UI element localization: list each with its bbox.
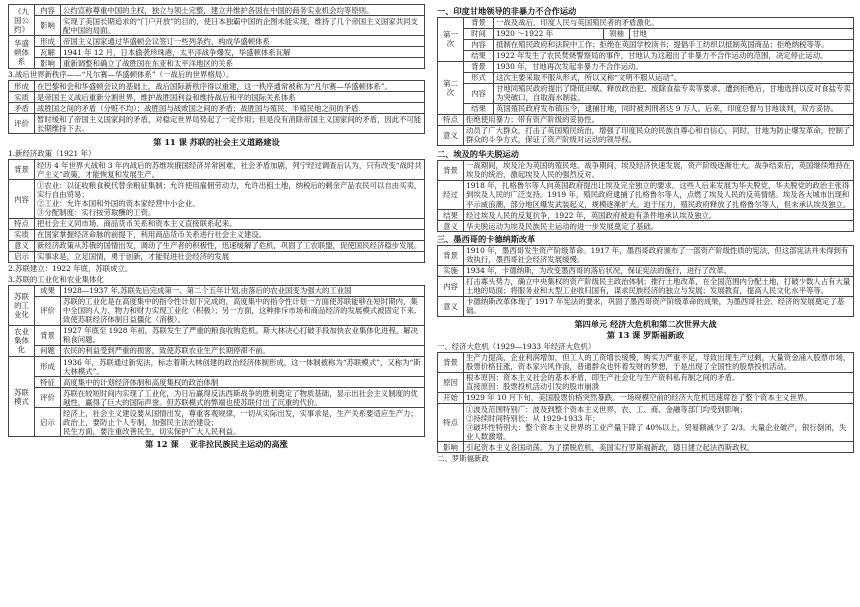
table-row [438, 210, 854, 221]
lesson-11-title: 第 11 课 苏联的社会主义道路建设 [153, 137, 280, 148]
row-text: 1930 年，甘地再次发起非暴力不合作运动。 [494, 61, 854, 72]
unit-4-title: 第四单元 经济大危机和第二次世界大战 [574, 318, 717, 329]
ussr-founding-line: 2.苏联建立：1922 年底，苏联成立。 [8, 263, 133, 273]
table-row [438, 61, 854, 72]
table-row [438, 265, 854, 276]
table-row [9, 47, 425, 58]
table-row [9, 180, 425, 218]
table-row [9, 240, 425, 251]
crisis-heading: 一、经济大危机（1929—1933 年经济大危机） [437, 341, 596, 351]
row-label: 问题 [35, 345, 61, 356]
table-row [438, 160, 854, 180]
row-text: 在巴黎和会和华盛顿会议的基础上，战后国际新秩序得以重建，这一秩序通常被称为“凡尔赛—华盛顿体系”。 [35, 81, 425, 92]
row-text: 经过埃及人民的反复抗争，1922 年，英国政府被迫有条件地承认埃及独立。 [464, 210, 854, 221]
crisis-table [437, 352, 854, 453]
row-text: 1929 年 10 月下旬，美国股票价格突然暴跌。一场规模空前的经济大危机迅速席卷了整个资本主义世界。 [464, 392, 854, 403]
row-text: 新经济政策从苏俄的国情出发，调动了生产者的积极性，迅速缓解了危机，巩固了工农联盟，促使国民经济稳步发展。 [35, 240, 425, 251]
nep-heading: 1.新经济政策（1921 年） [8, 149, 96, 159]
row-label: 影响 [35, 16, 61, 36]
row-label: 评价 [35, 296, 61, 325]
row-text: 1922 年发生了农民焚烧警察局的事件，甘地认为这超出了非暴力不合作运动的范围，决定停止运动。 [494, 50, 854, 61]
table-row [9, 160, 425, 180]
table-row [9, 36, 425, 47]
row-group: 苏联模式 [9, 357, 35, 437]
industrialization-table [8, 285, 425, 437]
table-row [438, 221, 854, 232]
table-row [438, 72, 854, 83]
left-column [8, 4, 425, 607]
row-text: 一战期间，埃及沦为英国的殖民地。战争期间，埃及经济快速发展，资产阶级逐渐壮大。战争结束后，英国继续维持在埃及的统治，激起埃及人民的强烈反对。 [464, 160, 854, 180]
row-text: 高度集中的计划经济体制和高度集权的政治体制 [61, 377, 425, 388]
row-text: 1918 年，扎格鲁尔等人向英国政府提出让埃及完全独立的要求。这些人后来发展为华夫脱党，华夫脱党的政治主张得到埃及人民的广泛支持。1919 年，殖民政府逮捕了扎格鲁尔等人，点燃了埃及人民的反英情绪。埃及各大城市出现和平示威浪潮，部分地区爆发武装起义，规模逐渐扩大。迫于压力，殖民政府释放了扎格鲁尔等人，但未承认埃及独立。 [464, 180, 854, 209]
table-row [438, 404, 854, 442]
row-text: 帝国主义国家通过华盛顿会议签订一些列条约，构成华盛顿体系 [61, 36, 425, 47]
row-label: 实质 [9, 92, 35, 103]
table-row [438, 276, 854, 296]
row-group: 第二次 [438, 61, 464, 114]
right-column [437, 4, 854, 607]
table-row [438, 28, 854, 39]
table-row [9, 114, 425, 134]
row-label: 实施 [438, 265, 464, 276]
row-label: 特征 [35, 377, 61, 388]
row-text: 生产力提高，企业利润增加，但工人的工资增长缓慢，购买力严重不足，导致出现生产过剩，大量资金涌入股票市场，股票价格狂涨，资本家兴风作浪，普通群众也怀着发财的梦想，于是出现了全国性的股票投机活动。 [464, 352, 854, 372]
row-label: 成果 [35, 285, 61, 296]
row-text: 抵制在殖民政府和法院中工作；拒绝在英国学校读书；提倡手工纺织以抵制英国商品；拒绝纳税等等。 [494, 39, 854, 50]
table-row [438, 296, 854, 316]
row-text: 苏联在较短时间内实现了工业化，为日后赢得反法西斯战争的胜利奠定了物质基础，显示出社会主义制度的优越性，赢得了巨大的国际声誉。但苏联模式的弊端也使苏联付出了沉重的代价。 [61, 388, 425, 408]
row-text: 华夫脱运动为埃及民族民主运动的进一步发展奠定了基础。 [464, 221, 854, 232]
row-label: 内容 [35, 5, 61, 16]
row-label: 特点 [9, 218, 35, 229]
row-text: 是帝国主义战后重新分割世界，维护战胜国利益和维持战后和平的国际关系体系 [35, 92, 425, 103]
row-label: 实质 [9, 229, 35, 240]
lesson-13-title: 第 13 课 罗斯福新政 [606, 329, 685, 340]
row-text: 这次主要采取不服从形式，所以又称“文明不服从运动”。 [494, 72, 854, 83]
row-label: 时间 [464, 28, 494, 39]
row-label: 影响 [35, 58, 61, 69]
row-text: 在国家掌握经济命脉的前提下，利用商品货币关系进行社会主义建设。 [35, 229, 425, 240]
row-label: 启示 [35, 408, 61, 437]
row-label: 结果 [464, 50, 494, 61]
table-row [9, 251, 425, 262]
row-label: 瓦解 [35, 47, 61, 58]
row-text: 苏联的工业化是在高度集中的指令性计划下完成的，高度集中的指令性计划一方面使苏联能够在短时期内，集中全国的人力、物力和财力实现工业化（积极）；另一方面，这种排斥市场和商品经济的发展模式被固定下来,致使苏联经济体制日益僵化（消极）。 [61, 296, 425, 325]
table-row [438, 392, 854, 403]
row-label: 开始 [438, 392, 464, 403]
row-text: 英国殖民政府发布镇压令，逮捕甘地，同时被判刑者达 9 万人。后来，印度总督与甘地谈判，双方妥协。 [494, 103, 854, 114]
table-row [9, 345, 425, 356]
row-label: 形成 [9, 81, 35, 92]
mexico-heading: 三、墨西哥的卡德纳斯改革 [437, 233, 536, 244]
row-label: 背景 [438, 352, 464, 372]
new-deal-heading: 二、罗斯福新政 [437, 454, 489, 464]
row-text: 经济上，社会主义建设要从国情出发，尊重客观规律，一切从实际出发，实事求是，生产关系要适应生产力； 政治上，要防止个人专制，加强民主法治建设； 民生方面，要注重改善民生，切实保护广大人民利益。 [61, 408, 425, 437]
row-text: 卡德纳斯改革体现了 1917 年宪法的要求，巩固了墨西哥资产阶级革命的成果，为墨西哥社会、经济的发展奠定了基础。 [464, 296, 854, 316]
versailles-heading: 3.战后世界新秩序——“凡尔赛—华盛顿体系”（一战后的世界格局）。 [8, 70, 234, 80]
leader-value: 甘地 [630, 28, 854, 39]
table-row [9, 285, 425, 296]
row-text: 暂时缓和了帝国主义国家间的矛盾，对稳定世界局势起了一定作用；但是没有消除帝国主义国家间的矛盾，因此不可能长期维持下去。 [35, 114, 425, 134]
row-group: 《九国公约》 [9, 5, 35, 36]
row-label: 背景 [9, 160, 35, 180]
row-group: 意义 [438, 125, 464, 145]
row-text: 1920 ～1922 年 [494, 28, 604, 39]
row-text: 1910 年，墨西哥发生资产阶级革命。1917 年，墨西哥政府颁布了一部资产阶级性质的宪法，但这部宪法并未得到有效执行，墨西哥社会经济发展缓慢。 [464, 245, 854, 265]
table-row [438, 442, 854, 453]
table-row [9, 377, 425, 388]
row-text: 根本原因：资本主义社会的基本矛盾，即生产社会化与生产资料私有制之间的矛盾。 直接原因：股票投机活动引发的股市崩溃 [464, 372, 854, 392]
row-label: 形式 [464, 72, 494, 83]
table-row [438, 103, 854, 114]
row-text: 引起资本主义各国动荡。为了摆脱危机，美国实行罗斯福新政，德日建立起法西斯政权。 [464, 442, 854, 453]
row-text: 农民的利益受到严重的损害，致使苏联农业生产长期停滞不前。 [61, 345, 425, 356]
row-label: 影响 [438, 442, 464, 453]
row-group: 特点 [438, 114, 464, 125]
table-row [438, 50, 854, 61]
row-label: 背景 [464, 17, 494, 28]
row-label: 背景 [438, 245, 464, 265]
row-label: 结果 [464, 103, 494, 114]
row-label: 意义 [9, 240, 35, 251]
egypt-heading: 二、埃及的华夫脱运动 [437, 148, 519, 159]
row-text: 甘地同殖民政府提出了降低田赋、释放政治犯、废除食盐专卖等要求。遭到拒绝后，甘地选择以反对食盐专卖为突破口，自取海水制盐。 [494, 83, 854, 103]
row-text: 1941 年 12 月，日本偷袭珍珠港，太平洋战争爆发，华盛顿体系瓦解 [61, 47, 425, 58]
row-text: ①波及范围特别广：波及到整个资本主义世界，农、工、商、金融等部门均受到影响； ②持续时间特别长：从 1929-1933 年； ③破坏性特别大：整个资本主义世界的工业产量下降了 40%以上，贸易额减少了 2/3。大量企业破产，银行倒闭，失业人数激增。 [464, 404, 854, 442]
table-row [438, 125, 854, 145]
table-row [438, 372, 854, 392]
industrialization-heading: 3.苏联的工业化和农业集体化 [8, 274, 104, 284]
leader-label: 领袖 [604, 28, 630, 39]
lesson-12-title: 第 12 课 亚非拉民族民主运动的高涨 [145, 438, 288, 449]
row-label: 评价 [9, 114, 35, 134]
row-label: 形成 [35, 357, 61, 377]
row-text: 一战及战后，印度人民与英国殖民者的矛盾激化。 [494, 17, 854, 28]
row-text: 拒绝使用暴力；带有资产阶级的妥协性。 [464, 114, 854, 125]
row-label: 经过 [438, 180, 464, 209]
table-row [9, 92, 425, 103]
row-label: 形成 [35, 36, 61, 47]
row-text: 把社会主义同市场、商品货币关系和资本主义直接联系起来。 [35, 218, 425, 229]
table-row [438, 180, 854, 209]
india-heading: 一、印度甘地领导的非暴力不合作运动 [437, 5, 577, 16]
row-text: 1936 年，苏联通过新宪法，标志着斯大林创建的政治经济体制形成，这一体制被称为“苏联模式”，又称为“斯大林模式”。 [61, 357, 425, 377]
table-row [9, 408, 425, 437]
table-row [9, 5, 425, 16]
table-row [9, 325, 425, 345]
row-label: 启示 [9, 251, 35, 262]
table-row [438, 17, 854, 28]
row-label: 背景 [464, 61, 494, 72]
table-row [9, 58, 425, 69]
table-row [9, 388, 425, 408]
table-row [438, 83, 854, 103]
row-text: 1927 年底至 1928 年初，苏联发生了严重的粮食收购危机。斯大林决心打破手段加快农业集体化进程，解决粮食问题。 [61, 325, 425, 345]
row-text: 重新调整和确立了战胜国在东亚和太平洋地区的关系 [61, 58, 425, 69]
row-group: 苏联的工业化 [9, 285, 35, 325]
row-label: 意义 [438, 221, 464, 232]
row-label: 内容 [438, 276, 464, 296]
egypt-table [437, 160, 854, 232]
row-label: 结果 [438, 210, 464, 221]
row-text: 打击寡头势力，确立中央集权的资产阶级民主政治体制；推行土地改革，在全国范围内分配土地，打破少数人占有大量土地的局面；将服务业和大型工业收归国有，谋求民族经济的独立与发展；发展教育，提高人民文化水平等等。 [464, 276, 854, 296]
row-text: 战胜国之间的矛盾（分赃不均）；战胜国与战败国之间的矛盾；战胜国与殖民、半殖民地之间的矛盾 [35, 103, 425, 114]
row-group: 第一次 [438, 17, 464, 61]
row-label: 原因 [438, 372, 464, 392]
row-label: 内容 [464, 83, 494, 103]
row-text: ①农业：以征收粮食税代替余粮征集制；允许使用雇佣劳动力，允许出租土地，纳税后的剩余产品农民可以自由买卖，实行自由贸易； ②工业：允许本国和外国的资本家经营中小企业。 ③分配制度：实行按劳取酬的工资。 [35, 180, 425, 218]
row-label: 背景 [438, 160, 464, 180]
row-label: 评价 [35, 388, 61, 408]
table-row [9, 296, 425, 325]
mexico-table [437, 245, 854, 317]
row-text: 公约宣称尊重中国的主权，独立与领土完整，建立并维护各国在中国的商务实业机会均等原则。 [61, 5, 425, 16]
table-row [438, 245, 854, 265]
row-label: 内容 [9, 180, 35, 218]
table-row [9, 229, 425, 240]
table-row [9, 16, 425, 36]
row-label: 特点 [438, 404, 464, 442]
table-row [438, 352, 854, 372]
india-table [437, 17, 854, 146]
row-label: 意义 [438, 296, 464, 316]
row-label: 矛盾 [9, 103, 35, 114]
washington-table [8, 4, 425, 69]
row-text: 动员了广大群众，打击了英国殖民统治，增强了印度民众的民族自尊心和自信心，同时，甘地为防止爆发革命，控制了群众的斗争方式，保证了资产阶级对运动的领导权。 [464, 125, 854, 145]
table-row [9, 103, 425, 114]
row-text: 1934 年，卡德纳斯，为改变墨西哥的落后状况，保证宪法的施行，进行了改革。 [464, 265, 854, 276]
row-text: 实事求是，立足国情，勇于创新，才能促进社会经济的发展 [35, 251, 425, 262]
table-row [9, 357, 425, 377]
versailles-table [8, 80, 425, 134]
table-row [438, 39, 854, 50]
table-row [438, 114, 854, 125]
table-row [9, 81, 425, 92]
nep-table [8, 159, 425, 262]
row-group: 华盛顿体系 [9, 36, 35, 69]
table-row [9, 218, 425, 229]
row-label: 内容 [464, 39, 494, 50]
row-text: 1928—1937 年,苏联先后完成第一、第二个五年计划,由落后的农业国变为强大的工业国 [61, 285, 425, 296]
row-label: 背景 [35, 325, 61, 345]
row-group: 农业集体化 [9, 325, 35, 356]
row-text: 经历 4 年世界大战和 3 年内战后的苏维埃俄国经济异常困难，社会矛盾加剧，列宁经过调查后认为，只有改变“战时共产主义”政策，才能恢复和发展生产。 [35, 160, 425, 180]
row-text: 实现了美国长期追求的“门户开放”的目的，使日本独霸中国的企图未能实现，维持了几个帝国主义国家共同支配中国的局面。 [61, 16, 425, 36]
